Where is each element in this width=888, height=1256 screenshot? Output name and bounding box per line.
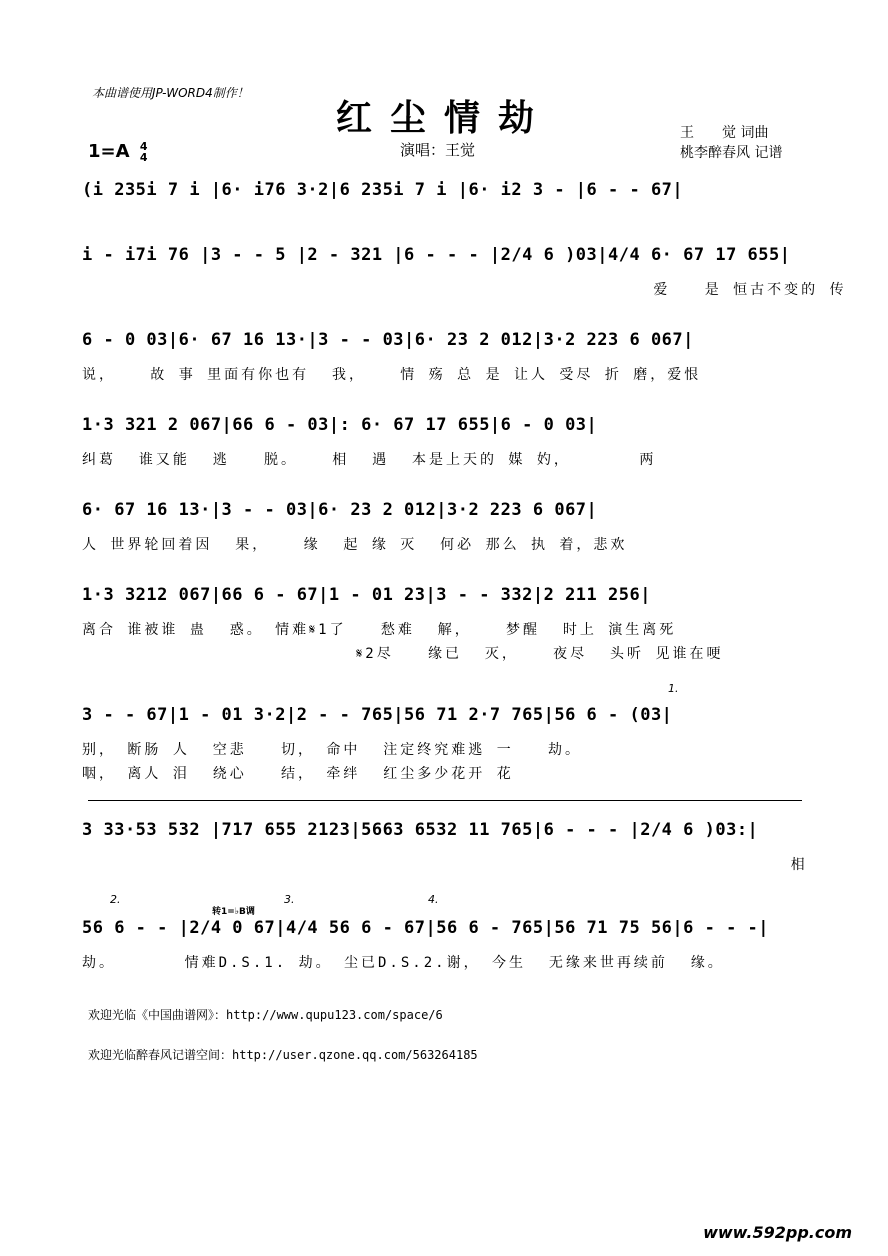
volta-4-label: 4. xyxy=(428,893,439,906)
time-signature xyxy=(140,141,148,163)
song-title: 红尘情劫 xyxy=(335,97,552,139)
time-bottom: 4 xyxy=(139,151,148,164)
lyric-line: 相 xyxy=(82,857,808,873)
transcriber-credit: 桃李醉春风 记谱 xyxy=(680,145,783,161)
notation-row: 3 - - 67|1 - 01 3·2|2 - - 765|56 71 2·7 765|56 6 - (03| xyxy=(82,705,673,725)
lyric-line: 离合 谁被谁 蛊 惑。 情难𝄋1了 愁难 解， 梦醒 时上 演生离死 xyxy=(82,622,677,638)
volta-line xyxy=(88,800,802,801)
volta-1-label: 1. xyxy=(668,682,679,695)
lyric-line: 说， 故 事 里面有你也有 我， 情 殇 总 是 让人 受尽 折 磨，爱恨 xyxy=(82,367,702,383)
lyric-line: 人 世界轮回着因 果， 缘 起 缘 灭 何必 那么 执 着，悲欢 xyxy=(82,537,628,553)
footer-link-2: 欢迎光临醉春风记谱空间：http://user.qzone.qq.com/563264185 xyxy=(88,1048,478,1062)
notation-row: 3 33·53 532 |717 655 2123|5663 6532 11 765|6 - - - |2/4 6 )03:| xyxy=(82,820,759,840)
composer-credit: 王 觉 词曲 xyxy=(680,125,769,141)
notation-row: 6· 67 16 13·|3 - - 03|6· 23 2 012|3·2 223 6 067| xyxy=(82,500,598,520)
notation-row: (i 235i 7 i |6· i76 3·2|6 235i 7 i |6· i2 3 - |6 - - 67| xyxy=(82,180,684,200)
volta-3-label: 3. xyxy=(284,893,295,906)
notation-row: i - i7i 76 |3 - - 5 |2 - 321 |6 - - - |2/4 6 )03|4/4 6· 67 17 655| xyxy=(82,245,791,265)
notation-row: 1·3 3212 067|66 6 - 67|1 - 01 23|3 - - 332|2 211 256| xyxy=(82,585,651,605)
lyric-line: 爱 是 恒古不变的 传 xyxy=(82,282,847,298)
lyric-line: 𝄋2尽 缘已 灭， 夜尽 头听 见谁在哽 xyxy=(82,646,724,662)
notation-row: 56 6 - - |2/4 0 67|4/4 56 6 - 67|56 6 - 765|56 71 75 56|6 - - -| xyxy=(82,918,770,938)
time-top: 4 xyxy=(139,140,148,153)
lyric-line: 别， 断肠 人 空悲 切， 命中 注定终究难逃 一 劫。 xyxy=(82,742,583,758)
key-signature xyxy=(88,141,147,163)
made-with-note: 本曲谱使用JP-WORD4制作！ xyxy=(92,86,249,100)
lyric-line: 咽， 离人 泪 绕心 结， 牵绊 红尘多少花开 花 xyxy=(82,766,514,782)
watermark-site: www.592pp.com xyxy=(703,1223,852,1242)
notation-row: 1·3 321 2 067|66 6 - 03|: 6· 67 17 655|6 - 0 03| xyxy=(82,415,598,435)
transpose-note: 转1=♭B调 xyxy=(212,907,255,917)
key-label: 1=A xyxy=(88,141,130,162)
volta-2-label: 2. xyxy=(110,893,121,906)
singer-credit: 演唱：王觉 xyxy=(400,141,476,159)
lyric-line: 劫。 情难D.S.1. 劫。 尘已D.S.2.谢， 今生 无缘来世再续前 缘。 xyxy=(82,955,725,971)
lyric-line: 纠葛 谁又能 逃 脱。 相 遇 本是上天的 媒 妁， 两 xyxy=(82,452,657,468)
notation-row: 6 - 0 03|6· 67 16 13·|3 - - 03|6· 23 2 012|3·2 223 6 067| xyxy=(82,330,694,350)
footer-link-1: 欢迎光临《中国曲谱网》：http://www.qupu123.com/space/6 xyxy=(88,1008,443,1022)
